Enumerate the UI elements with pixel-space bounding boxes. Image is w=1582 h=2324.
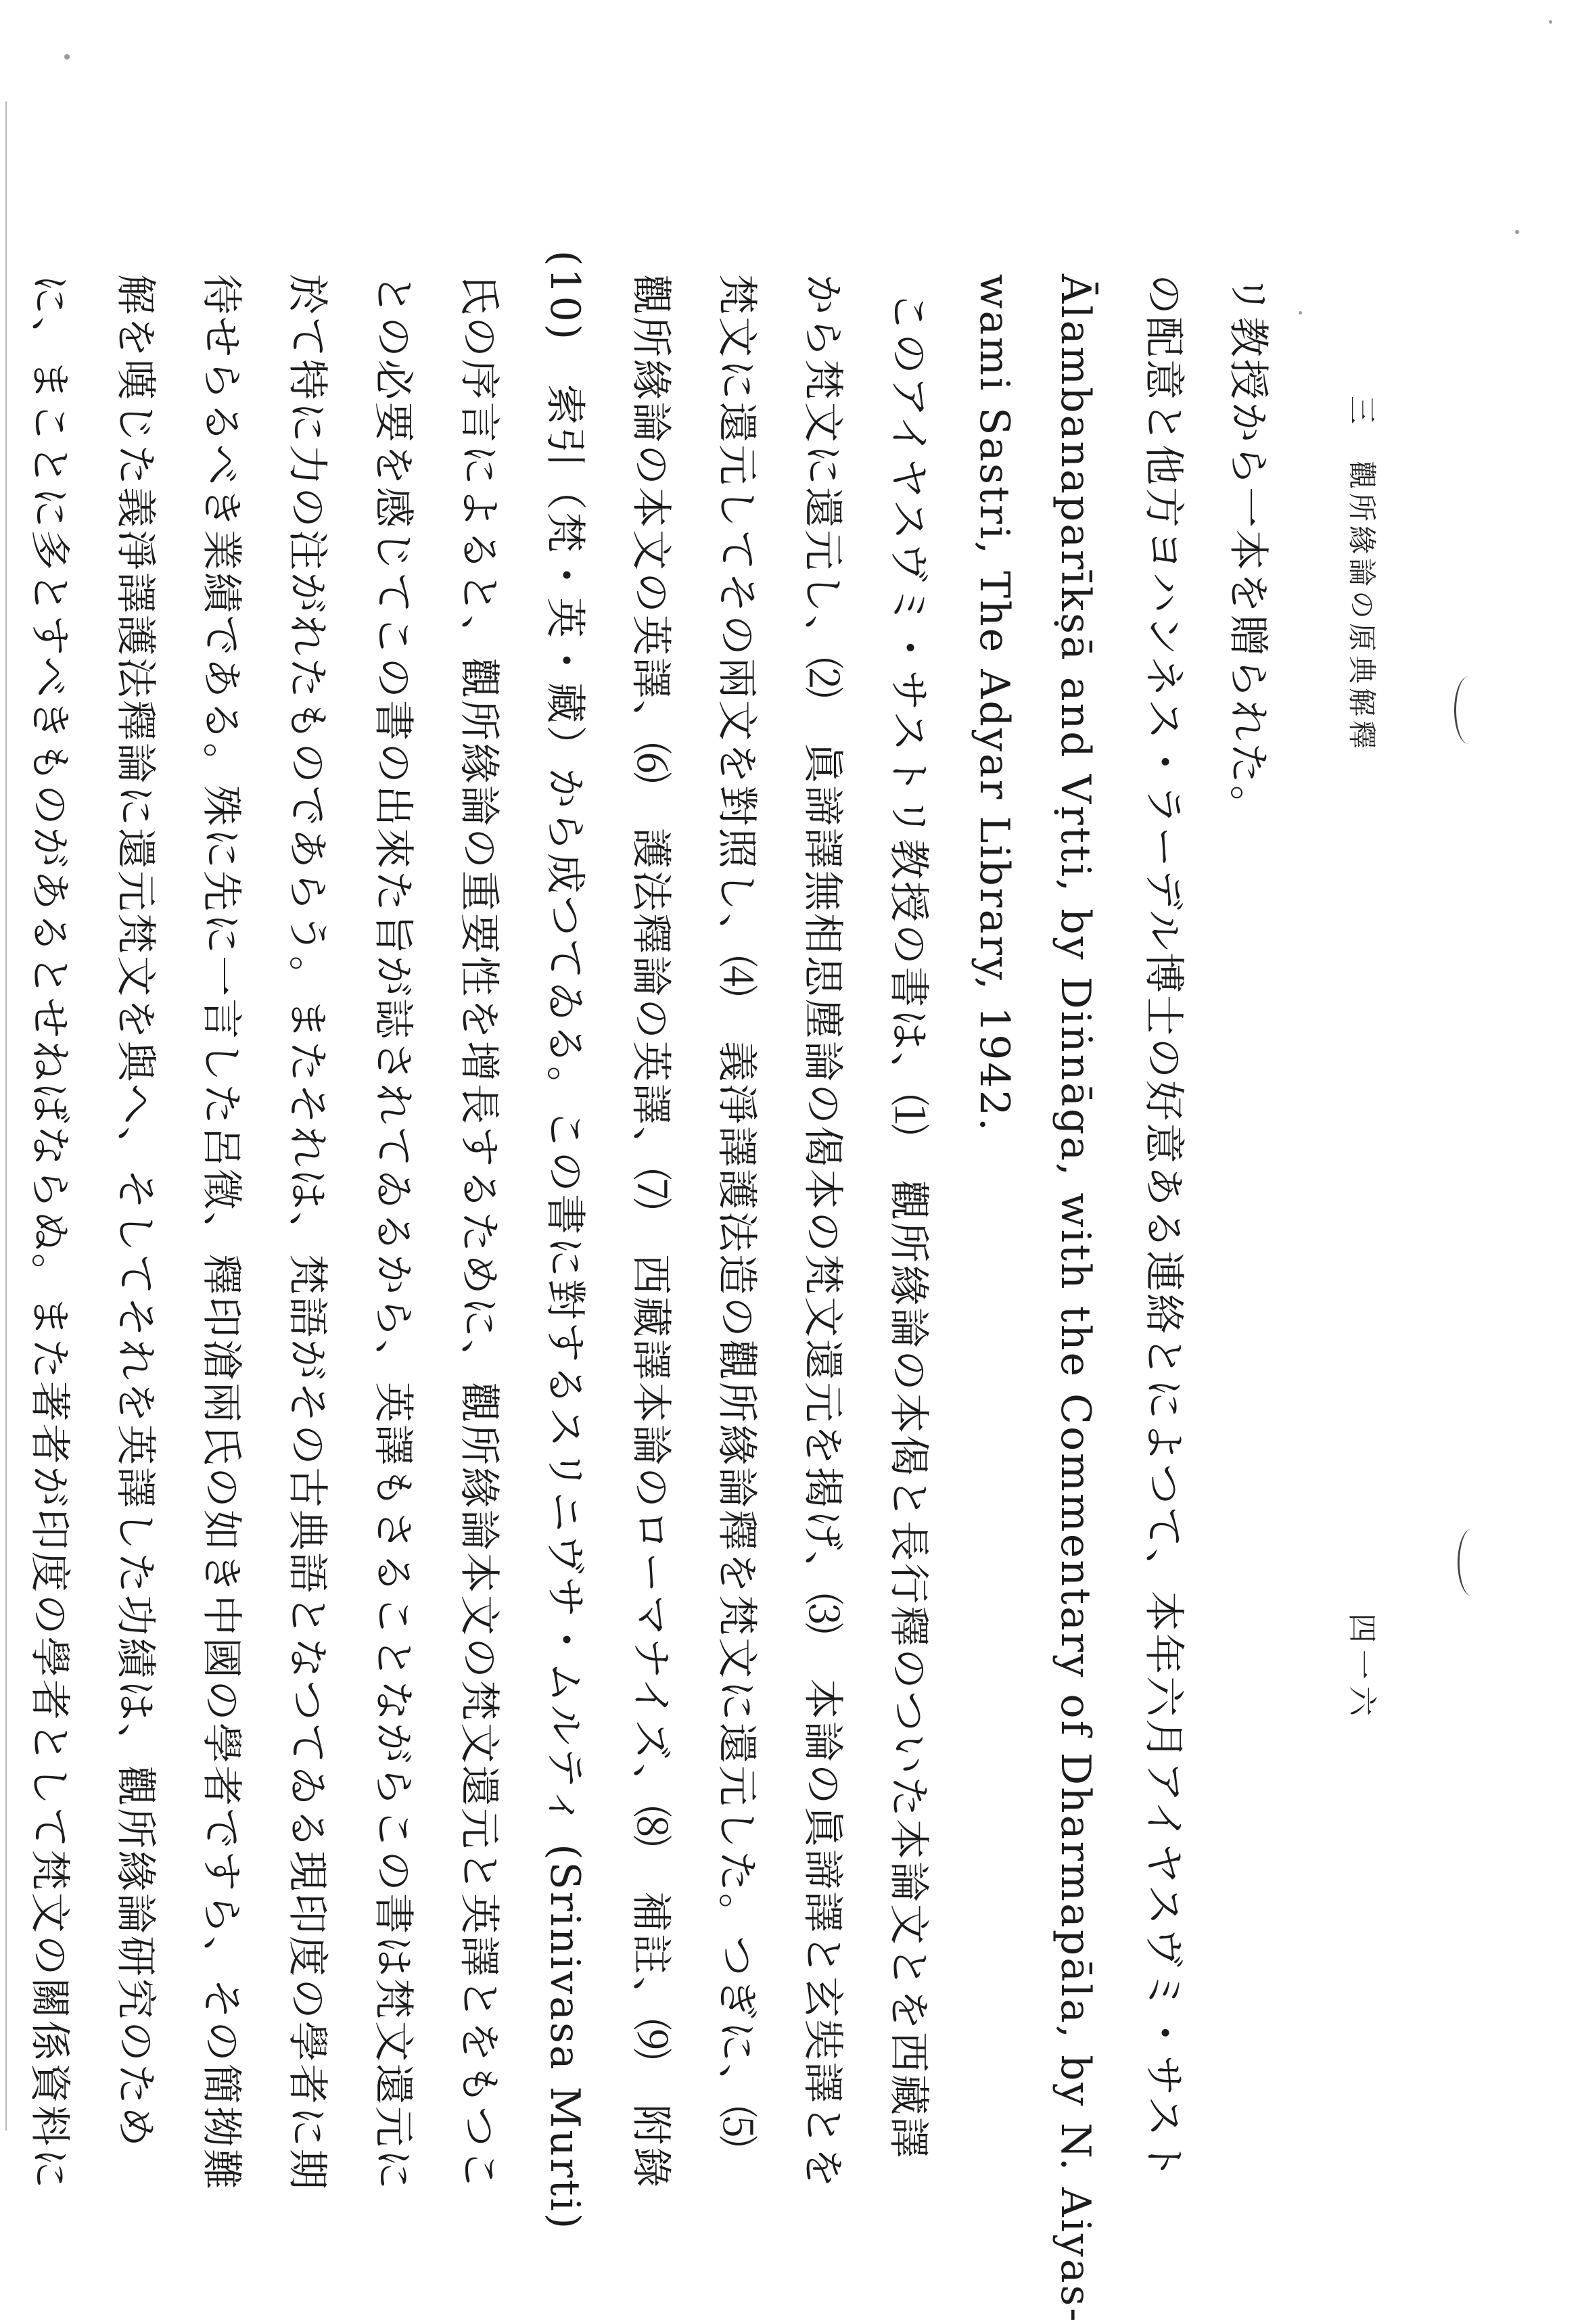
scan-speck [1299, 311, 1302, 315]
text-line-latin: Ālambanaparīkṣā and Vṛtti, by Diṅnāga, with the Commentary of Dharmapāla, by N. Aiyas- [1052, 274, 1099, 2324]
text-line: から梵文に還元し、⑵ 眞諦譯無相思塵論の偈本の梵文還元を揭げ、⑶ 本論の眞諦譯と玄奘譯とを [799, 274, 846, 2190]
text-line: 觀所緣論の本文の英譯、⑹ 護法釋論の英譯、⑺ 西藏譯本論のローマナイズ、⑻ 補註、⑼ 附錄 [627, 274, 674, 2189]
text-line-latin: wami Sastri, The Adyar Library, 1942. [971, 274, 1018, 1133]
text-line: 氏の序言によると、觀所緣論の重要性を增長するために、觀所緣論本文の梵文還元と英譯とをもつこ [455, 274, 503, 2191]
text-line: リ教授から一本を贈られた。 [1224, 274, 1272, 828]
text-line: (10) 索引（梵・英・藏）から成つてゐる。この書に對するスリニヴサ・ムルティ (Srinivasa Murti) [541, 250, 588, 2231]
scan-edge-line [5, 101, 7, 2131]
scan-speck [64, 54, 70, 60]
text-line: 解を嘆じた義淨譯護法釋論に還元梵文を與へ、そしてそれを英譯した功績は、觀所緣論研究のため [112, 274, 159, 2149]
running-head: 三 觀所緣論の原典解釋 [1345, 396, 1378, 753]
text-line: 梵文に還元してその兩文を對照し、⑷ 義淨譯護法造の觀所緣論釋を梵文に還元した。つぎに、⑸ [713, 274, 760, 2149]
margin-bracket-mark [1458, 1529, 1487, 1596]
text-line: との必要を感じてこの書の出來た旨が誌されてゐるから、英譯もさることながらこの書は梵文還元に [369, 274, 417, 2191]
page-number: 四一六 [1345, 1613, 1379, 1723]
text-line: に、まことに多とすべきものがあるとせねばならぬ。また著者が印度の學者として梵文の關係資料に [26, 274, 73, 2191]
text-line: このアイヤスヴミ・サストリ教授の書は、⑴ 觀所緣論の本偈と長行釋のついた本論文とを西藏譯 [885, 291, 932, 2160]
text-line: の配意と他方ヨハンネス・ラーデル博士の好意ある連絡とによつて、本年六月アイヤスヴミ・サスト [1140, 274, 1187, 2181]
margin-bracket-mark [1454, 676, 1483, 744]
text-line: 待せらるべき業績である。殊に先に一言した呂徵、釋印滄兩氏の如き中國の學者ですら、その簡拗難 [197, 274, 245, 2191]
text-line: 於て特に力の注がれたものであらう。またそれは、梵語がその古典語となつてゐる現印度の學者に期 [283, 274, 331, 2191]
scan-speck [1515, 230, 1519, 234]
scan-speck [1549, 20, 1552, 24]
